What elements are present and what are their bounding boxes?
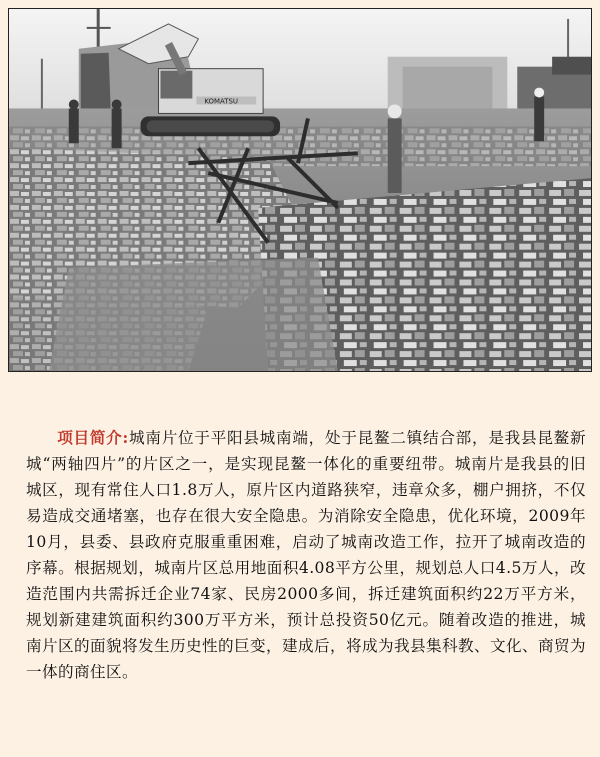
intro-body: 城南片位于平阳县城南端，处于昆鳌二镇结合部，是我县昆鳌新城“两轴四片”的片区之一，是实现昆鳌一体化的重要纽带。城南片是我县的旧城区，现有常住人口1.8万人，原片区内道路狭窄，违章众多，棚户拥挤，不仅易造成交通堵塞，也存在很大安全隐患。为消除安全隐患，优化环境，2009年10月，县委、县政府克服重重困难，启动了城南改造工作，拉开了城南改造的序幕。根据规划，城南片区总用地面积4.08平方公里，规划总人口4.5万人，改造范围内共需拆迁企业74家、民房2000多间，拆迁建筑面积约22万平方米，规划新建建筑面积约300万平方米，预计总投资50亿元。随着改造的推进，城南片区的面貌将发生历史性的巨变，建成后，将成为我县集科教、文化、商贸为一体的商住区。 bbox=[26, 429, 587, 681]
demolition-photo-art bbox=[9, 9, 591, 371]
intro-lead: 项目简介: bbox=[57, 428, 129, 447]
project-introduction bbox=[26, 425, 586, 685]
demolition-photo bbox=[8, 8, 592, 372]
excavator-brand: KOMATSU bbox=[204, 97, 238, 106]
